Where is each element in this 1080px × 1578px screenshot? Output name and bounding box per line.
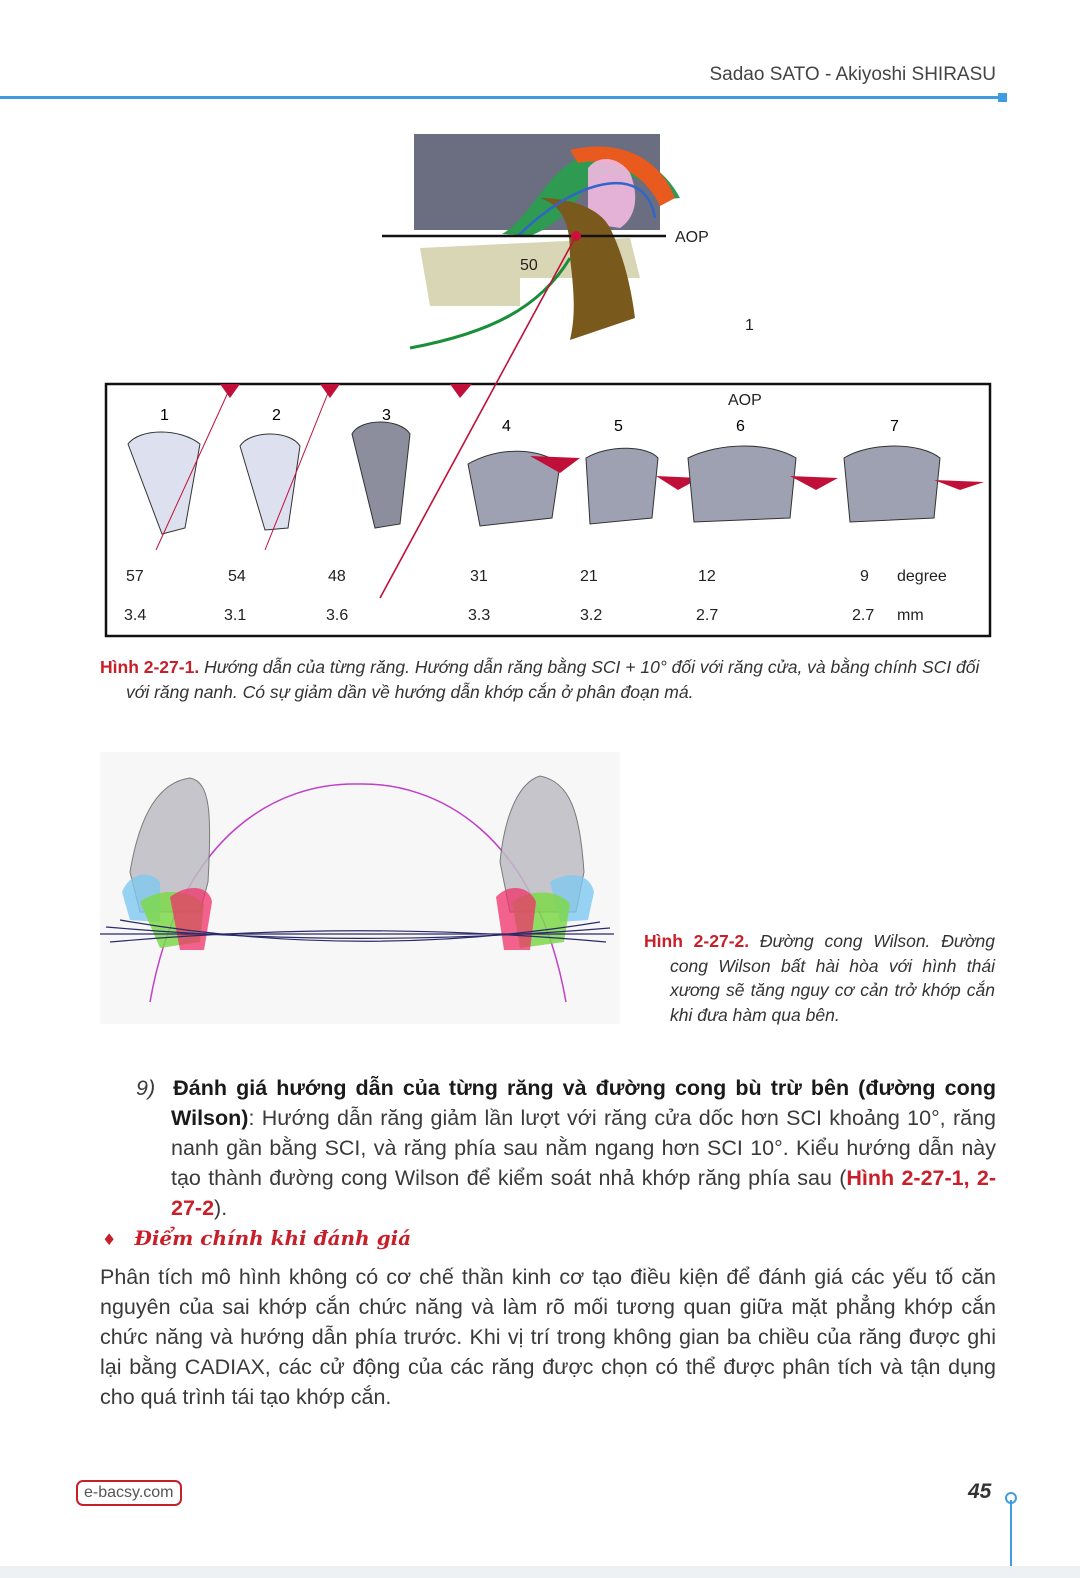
mm-value: 3.6 bbox=[326, 607, 349, 624]
panel-aop-label: AOP bbox=[728, 392, 762, 409]
caption-number: Hình 2-27-1. bbox=[100, 657, 200, 677]
svg-text:3: 3 bbox=[382, 407, 391, 424]
mm-value: 3.3 bbox=[468, 607, 491, 624]
tooth-7 bbox=[844, 418, 984, 522]
list-item-text: : Hướng dẫn răng giảm lần lượt với răng cửa dốc hơn SCI khoảng 10°, răng nanh gần bằng SCI, và răng phía sau nằm ngang hơn SCI 10°. Kiểu hướng dẫn này tạo thành đường cong Wilson để kiểm soát nhả khớp răng phía sau ( bbox=[171, 1106, 996, 1190]
degree-value: 31 bbox=[470, 568, 488, 585]
site-link[interactable]: e-bacsy.com bbox=[76, 1480, 182, 1506]
mm-value: 2.7 bbox=[696, 607, 719, 624]
corner-line bbox=[1010, 1500, 1012, 1566]
figure-caption-2 bbox=[644, 929, 995, 1027]
key-point-title: Điểm chính khi đánh giá bbox=[134, 1226, 412, 1250]
degree-unit: degree bbox=[897, 568, 947, 585]
svg-text:1: 1 bbox=[160, 407, 169, 424]
bottom-strip bbox=[0, 1566, 1080, 1578]
tooth-4 bbox=[468, 418, 580, 526]
degree-value: 21 bbox=[580, 568, 598, 585]
mm-value: 2.7 bbox=[852, 607, 875, 624]
tooth-5 bbox=[586, 418, 700, 524]
mm-unit: mm bbox=[897, 607, 924, 624]
tooth-3 bbox=[352, 384, 472, 528]
tooth-6 bbox=[688, 418, 838, 522]
header-rule-end bbox=[998, 93, 1007, 102]
header-author: Sadao SATO - Akiyoshi SHIRASU bbox=[709, 64, 996, 85]
figure-2-27-2 bbox=[100, 752, 620, 1024]
svg-text:7: 7 bbox=[890, 418, 899, 435]
aop-label: AOP bbox=[675, 229, 709, 246]
caption-text: Hướng dẫn của từng răng. Hướng dẫn răng bằng SCI + 10° đối với răng cửa, và bằng chính SCI đối với răng nanh. Có sự giảm dần về hướng dẫn khớp cắn ở phân đoạn má. bbox=[126, 657, 980, 702]
degree-value: 57 bbox=[126, 568, 144, 585]
figure-2-27-1 bbox=[100, 128, 996, 642]
key-point-heading bbox=[102, 1226, 411, 1250]
list-item-title: Đánh giá hướng dẫn của từng răng và đường cong bù trừ bên (đường cong Wilson) bbox=[171, 1076, 996, 1130]
mm-value: 3.1 bbox=[224, 607, 247, 624]
degree-value: 12 bbox=[698, 568, 716, 585]
tooth-1 bbox=[128, 384, 240, 550]
svg-text:6: 6 bbox=[736, 418, 745, 435]
svg-text:5: 5 bbox=[614, 418, 623, 435]
degree-value: 54 bbox=[228, 568, 246, 585]
caption-text: Đường cong Wilson. Đường cong Wilson bất hài hòa với hình thái xương sẽ tăng nguy cơ cản trở khớp cắn khi đưa hàm qua bên. bbox=[670, 931, 995, 1025]
degree-value: 9 bbox=[860, 568, 869, 585]
page-number: 45 bbox=[968, 1480, 992, 1503]
angle-50-label: 50 bbox=[520, 257, 538, 274]
figure-label-1: 1 bbox=[745, 317, 754, 334]
svg-text:2: 2 bbox=[272, 407, 281, 424]
body-paragraph: Phân tích mô hình không có cơ chế thần kinh cơ tạo điều kiện để đánh giá các yếu tố căn nguyên của sai khớp cắn chức năng và làm rõ mối tương quan giữa mặt phẳng khớp cắn chức năng và hướng dẫn phía trước. Khi vị trí trong không gian ba chiều của răng được ghi lại bằng CADIAX, các cử động của các răng được chọn có thể được phân tích và tận dụng cho quá trình tái tạo khớp cắn. bbox=[100, 1265, 996, 1409]
list-item-9 bbox=[136, 1073, 996, 1223]
header-rule bbox=[0, 96, 1002, 99]
figure-reference: Hình 2-27-1, 2-27-2 bbox=[171, 1166, 996, 1220]
degree-value: 48 bbox=[328, 568, 346, 585]
figure-caption-1 bbox=[100, 655, 995, 705]
tooth-2 bbox=[240, 384, 340, 550]
mm-value: 3.4 bbox=[124, 607, 147, 624]
list-item-end: ). bbox=[214, 1196, 228, 1220]
mm-value: 3.2 bbox=[580, 607, 603, 624]
svg-text:4: 4 bbox=[502, 418, 511, 435]
list-number: 9) bbox=[136, 1076, 156, 1100]
caption-number: Hình 2-27-2. bbox=[644, 931, 750, 951]
diamond-icon: ♦ bbox=[102, 1230, 117, 1249]
